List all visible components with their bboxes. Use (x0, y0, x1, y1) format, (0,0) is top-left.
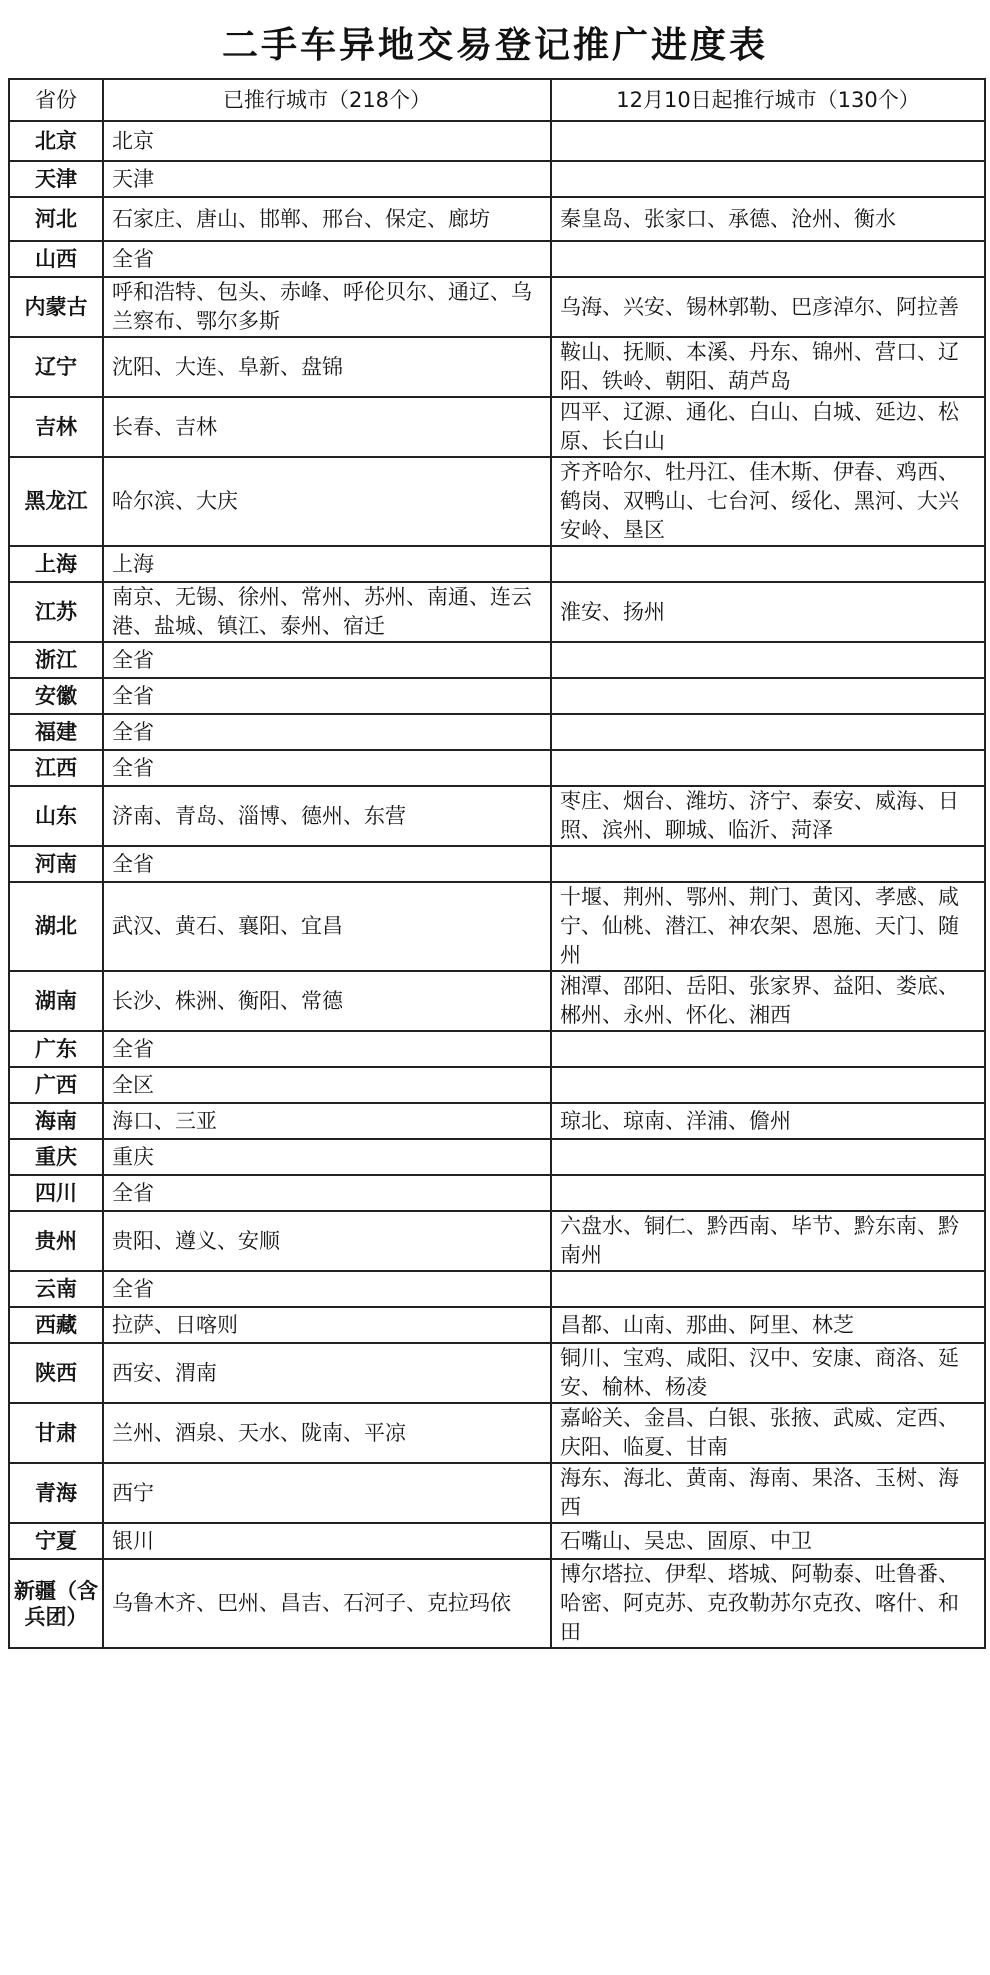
table-row (9, 1211, 985, 1271)
promoted-cities-cell: 哈尔滨、大庆 (103, 457, 551, 546)
promoted-cities-cell: 海口、三亚 (103, 1103, 551, 1139)
promoted-cities-cell: 全区 (103, 1067, 551, 1103)
table-row (9, 882, 985, 971)
table-row (9, 1463, 985, 1523)
upcoming-cities-cell (551, 846, 985, 882)
table-row (9, 1343, 985, 1403)
table-row (9, 337, 985, 397)
province-cell: 浙江 (9, 642, 103, 678)
promoted-cities-cell: 贵阳、遵义、安顺 (103, 1211, 551, 1271)
table-row (9, 582, 985, 642)
upcoming-cities-cell: 十堰、荆州、鄂州、荆门、黄冈、孝感、咸宁、仙桃、潜江、神农架、恩施、天门、随州 (551, 882, 985, 971)
promoted-cities-cell: 全省 (103, 1175, 551, 1211)
header-province: 省份 (9, 79, 103, 121)
upcoming-cities-cell (551, 1031, 985, 1067)
promoted-cities-cell: 西宁 (103, 1463, 551, 1523)
province-cell: 广东 (9, 1031, 103, 1067)
table-row (9, 971, 985, 1031)
province-cell: 陕西 (9, 1343, 103, 1403)
province-cell: 贵州 (9, 1211, 103, 1271)
promoted-cities-cell: 全省 (103, 1271, 551, 1307)
promoted-cities-cell: 北京 (103, 121, 551, 161)
province-cell: 广西 (9, 1067, 103, 1103)
table-row (9, 457, 985, 546)
province-cell: 辽宁 (9, 337, 103, 397)
province-cell: 云南 (9, 1271, 103, 1307)
upcoming-cities-cell (551, 161, 985, 197)
province-cell: 上海 (9, 546, 103, 582)
promoted-cities-cell: 重庆 (103, 1139, 551, 1175)
upcoming-cities-cell (551, 546, 985, 582)
upcoming-cities-cell: 石嘴山、吴忠、固原、中卫 (551, 1523, 985, 1559)
province-cell: 湖北 (9, 882, 103, 971)
upcoming-cities-cell (551, 642, 985, 678)
province-cell: 山西 (9, 241, 103, 277)
upcoming-cities-cell: 琼北、琼南、洋浦、儋州 (551, 1103, 985, 1139)
upcoming-cities-cell: 湘潭、邵阳、岳阳、张家界、益阳、娄底、郴州、永州、怀化、湘西 (551, 971, 985, 1031)
promoted-cities-cell: 石家庄、唐山、邯郸、邢台、保定、廊坊 (103, 197, 551, 241)
upcoming-cities-cell: 淮安、扬州 (551, 582, 985, 642)
upcoming-cities-cell: 乌海、兴安、锡林郭勒、巴彦淖尔、阿拉善 (551, 277, 985, 337)
promoted-cities-cell: 南京、无锡、徐州、常州、苏州、南通、连云港、盐城、镇江、泰州、宿迁 (103, 582, 551, 642)
upcoming-cities-cell (551, 714, 985, 750)
table-row (9, 161, 985, 197)
province-cell: 天津 (9, 161, 103, 197)
province-cell: 青海 (9, 1463, 103, 1523)
promoted-cities-cell: 全省 (103, 678, 551, 714)
table-row (9, 1139, 985, 1175)
table-row (9, 846, 985, 882)
province-cell: 安徽 (9, 678, 103, 714)
table-row (9, 1559, 985, 1648)
upcoming-cities-cell: 四平、辽源、通化、白山、白城、延边、松原、长白山 (551, 397, 985, 457)
table-row (9, 197, 985, 241)
province-cell: 海南 (9, 1103, 103, 1139)
promoted-cities-cell: 武汉、黄石、襄阳、宜昌 (103, 882, 551, 971)
province-cell: 福建 (9, 714, 103, 750)
province-cell: 西藏 (9, 1307, 103, 1343)
table-row (9, 1067, 985, 1103)
upcoming-cities-cell: 海东、海北、黄南、海南、果洛、玉树、海西 (551, 1463, 985, 1523)
promoted-cities-cell: 上海 (103, 546, 551, 582)
province-cell: 新疆（含兵团） (9, 1559, 103, 1648)
promoted-cities-cell: 全省 (103, 642, 551, 678)
upcoming-cities-cell: 秦皇岛、张家口、承德、沧州、衡水 (551, 197, 985, 241)
table-row (9, 1523, 985, 1559)
promoted-cities-cell: 天津 (103, 161, 551, 197)
promoted-cities-cell: 全省 (103, 1031, 551, 1067)
promoted-cities-cell: 全省 (103, 714, 551, 750)
header-upcoming-cities: 12月10日起推行城市（130个） (551, 79, 985, 121)
province-cell: 黑龙江 (9, 457, 103, 546)
province-cell: 四川 (9, 1175, 103, 1211)
province-cell: 河南 (9, 846, 103, 882)
upcoming-cities-cell: 枣庄、烟台、潍坊、济宁、泰安、威海、日照、滨州、聊城、临沂、菏泽 (551, 786, 985, 846)
province-cell: 甘肃 (9, 1403, 103, 1463)
upcoming-cities-cell (551, 121, 985, 161)
table-body (9, 121, 985, 1648)
table-row (9, 714, 985, 750)
upcoming-cities-cell (551, 1139, 985, 1175)
province-cell: 宁夏 (9, 1523, 103, 1559)
province-cell: 山东 (9, 786, 103, 846)
upcoming-cities-cell (551, 1271, 985, 1307)
province-cell: 吉林 (9, 397, 103, 457)
header-promoted-cities: 已推行城市（218个） (103, 79, 551, 121)
promoted-cities-cell: 呼和浩特、包头、赤峰、呼伦贝尔、通辽、乌兰察布、鄂尔多斯 (103, 277, 551, 337)
promoted-cities-cell: 济南、青岛、淄博、德州、东营 (103, 786, 551, 846)
upcoming-cities-cell (551, 1067, 985, 1103)
upcoming-cities-cell (551, 750, 985, 786)
table-row (9, 786, 985, 846)
table-row (9, 277, 985, 337)
table-row (9, 121, 985, 161)
table-row (9, 1307, 985, 1343)
upcoming-cities-cell: 博尔塔拉、伊犁、塔城、阿勒泰、吐鲁番、哈密、阿克苏、克孜勒苏尔克孜、喀什、和田 (551, 1559, 985, 1648)
upcoming-cities-cell (551, 678, 985, 714)
upcoming-cities-cell: 六盘水、铜仁、黔西南、毕节、黔东南、黔南州 (551, 1211, 985, 1271)
province-cell: 重庆 (9, 1139, 103, 1175)
promoted-cities-cell: 长沙、株洲、衡阳、常德 (103, 971, 551, 1031)
province-cell: 湖南 (9, 971, 103, 1031)
province-cell: 江西 (9, 750, 103, 786)
province-cell: 北京 (9, 121, 103, 161)
promoted-cities-cell: 乌鲁木齐、巴州、昌吉、石河子、克拉玛依 (103, 1559, 551, 1648)
progress-table (8, 78, 986, 1649)
province-cell: 河北 (9, 197, 103, 241)
upcoming-cities-cell: 嘉峪关、金昌、白银、张掖、武威、定西、庆阳、临夏、甘南 (551, 1403, 985, 1463)
upcoming-cities-cell: 鞍山、抚顺、本溪、丹东、锦州、营口、辽阳、铁岭、朝阳、葫芦岛 (551, 337, 985, 397)
table-row (9, 1175, 985, 1211)
promoted-cities-cell: 全省 (103, 241, 551, 277)
table-row (9, 678, 985, 714)
promoted-cities-cell: 拉萨、日喀则 (103, 1307, 551, 1343)
province-cell: 江苏 (9, 582, 103, 642)
province-cell: 内蒙古 (9, 277, 103, 337)
promoted-cities-cell: 全省 (103, 750, 551, 786)
table-row (9, 750, 985, 786)
upcoming-cities-cell (551, 1175, 985, 1211)
table-row (9, 241, 985, 277)
table-row (9, 642, 985, 678)
table-row (9, 1103, 985, 1139)
promoted-cities-cell: 兰州、酒泉、天水、陇南、平凉 (103, 1403, 551, 1463)
promoted-cities-cell: 银川 (103, 1523, 551, 1559)
promoted-cities-cell: 长春、吉林 (103, 397, 551, 457)
upcoming-cities-cell: 铜川、宝鸡、咸阳、汉中、安康、商洛、延安、榆林、杨凌 (551, 1343, 985, 1403)
upcoming-cities-cell: 齐齐哈尔、牡丹江、佳木斯、伊春、鸡西、鹤岗、双鸭山、七台河、绥化、黑河、大兴安岭、垦区 (551, 457, 985, 546)
upcoming-cities-cell: 昌都、山南、那曲、阿里、林芝 (551, 1307, 985, 1343)
table-row (9, 1403, 985, 1463)
table-row (9, 546, 985, 582)
promoted-cities-cell: 全省 (103, 846, 551, 882)
page-title: 二手车异地交易登记推广进度表 (221, 24, 768, 66)
promoted-cities-cell: 西安、渭南 (103, 1343, 551, 1403)
table-row (9, 397, 985, 457)
promoted-cities-cell: 沈阳、大连、阜新、盘锦 (103, 337, 551, 397)
table-row (9, 1031, 985, 1067)
table-header-row (9, 79, 985, 121)
upcoming-cities-cell (551, 241, 985, 277)
table-row (9, 1271, 985, 1307)
